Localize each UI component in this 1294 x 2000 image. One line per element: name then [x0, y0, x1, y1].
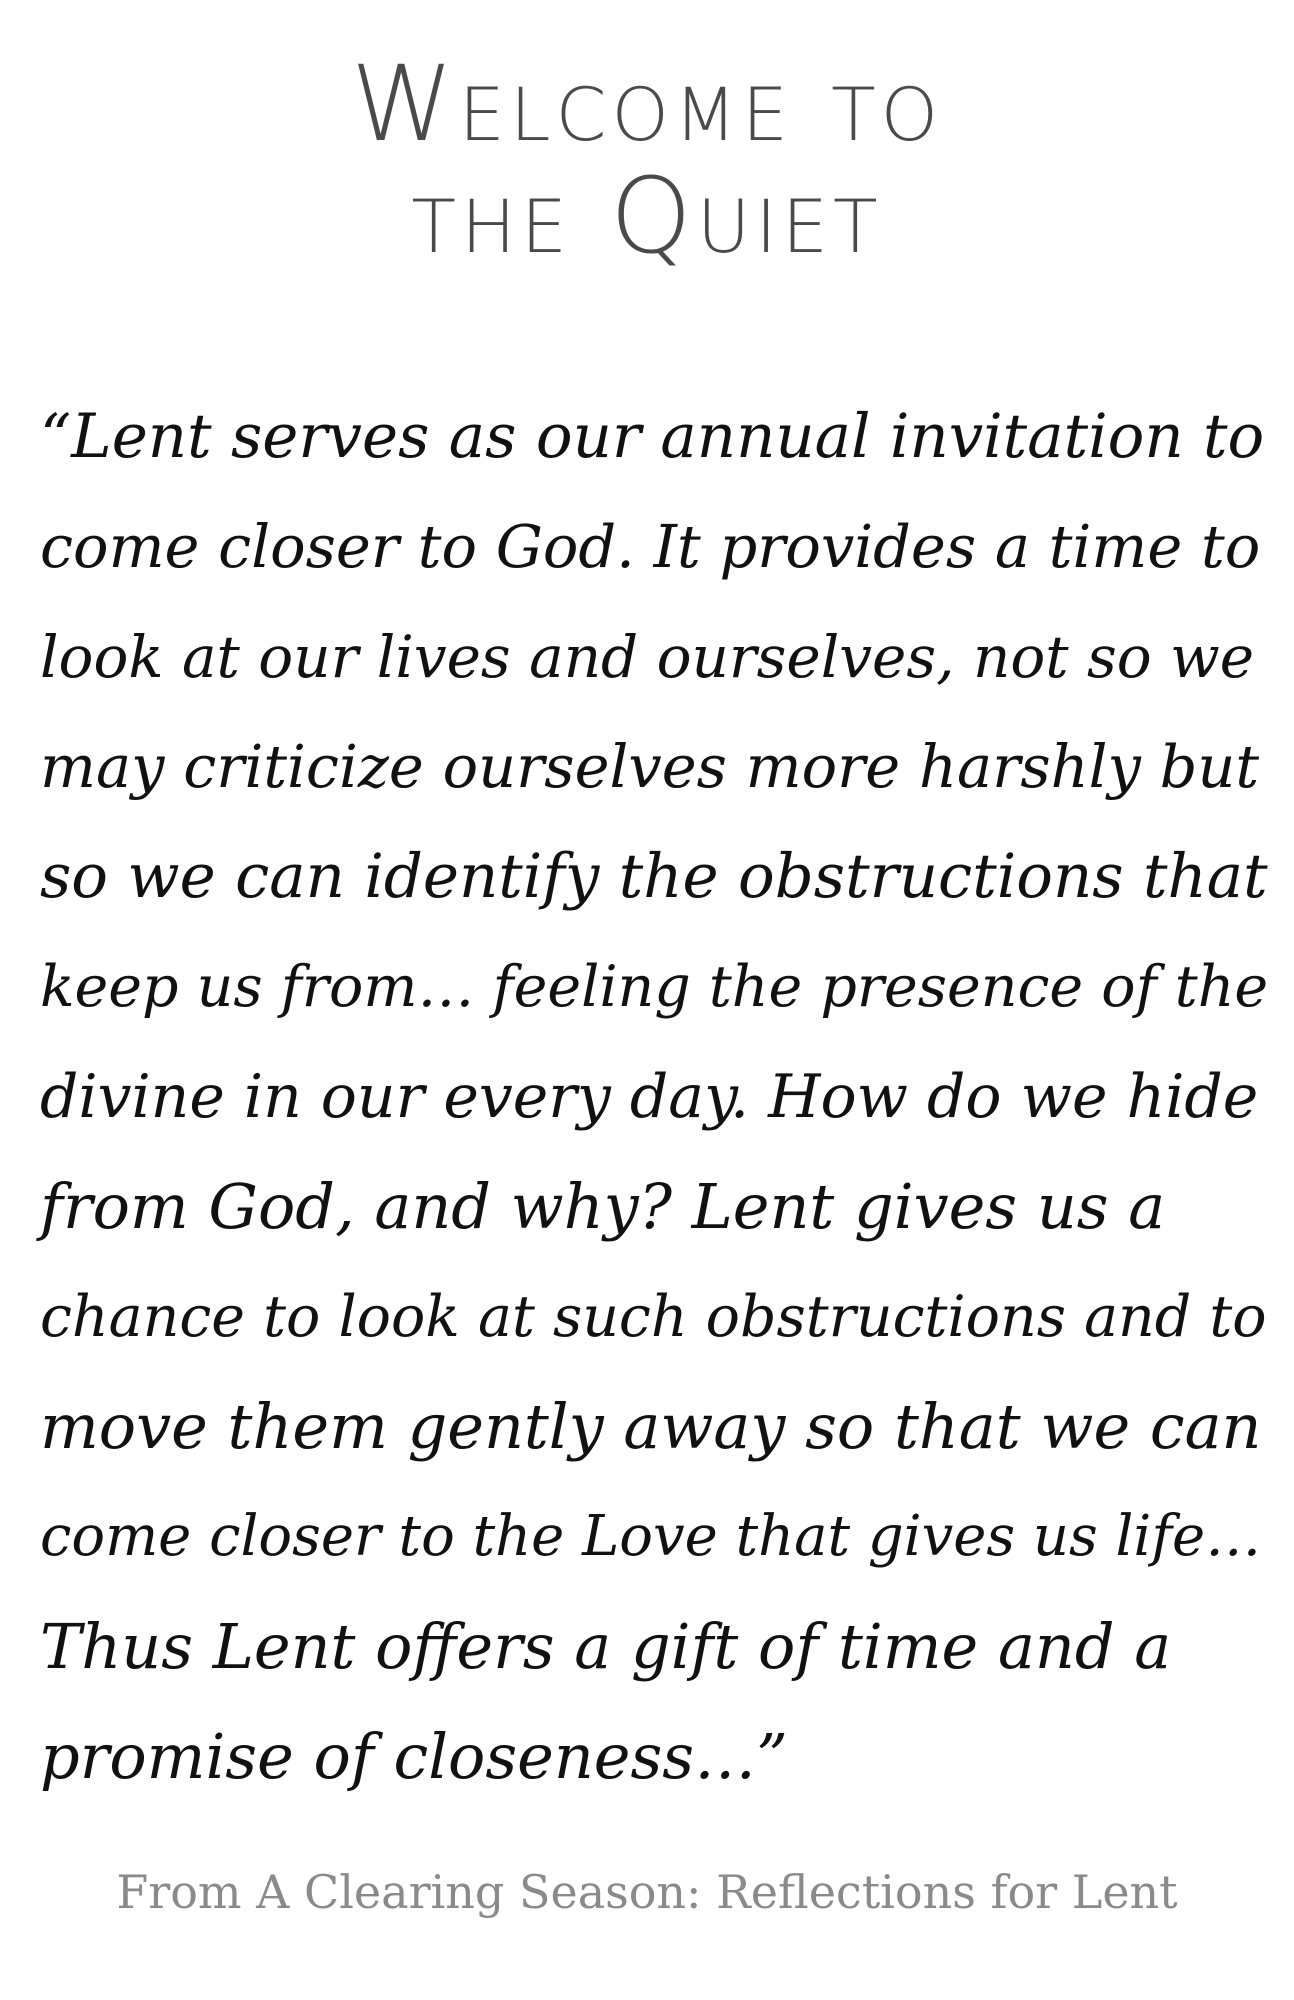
quote-line: come closer to the Love that gives us life…	[40, 1504, 1262, 1569]
quote-line: keep us from… feeling the presence of the	[40, 954, 1269, 1020]
quote-line: may criticize ourselves more harshly but	[40, 732, 1260, 801]
quote-line: Thus Lent offers a gift of time and a	[40, 1610, 1172, 1683]
quote-line: from God, and why? Lent gives us a	[40, 1170, 1166, 1243]
title-line-1: Welcome to	[350, 43, 944, 165]
quote-line: divine in our every day. How do we hide	[40, 1062, 1259, 1132]
quote-line: “Lent serves as our annual invitation to	[40, 401, 1265, 472]
quote-line: move them gently away so that we can	[40, 1390, 1262, 1463]
title-line-2: the Quiet	[411, 155, 883, 277]
quote-line: so we can identify the obstructions that	[40, 841, 1268, 912]
quote-source: From A Clearing Season: Reflections for Lent	[116, 1865, 1178, 1919]
quote-line: come closer to God. It provides a time to	[40, 512, 1261, 581]
quote-line: promise of closeness…”	[40, 1720, 788, 1793]
quote-line: look at our lives and ourselves, not so we	[40, 623, 1255, 691]
quote-block	[40, 382, 1270, 1812]
page-title	[0, 43, 1294, 277]
quote-line: chance to look at such obstructions and to	[40, 1284, 1267, 1350]
